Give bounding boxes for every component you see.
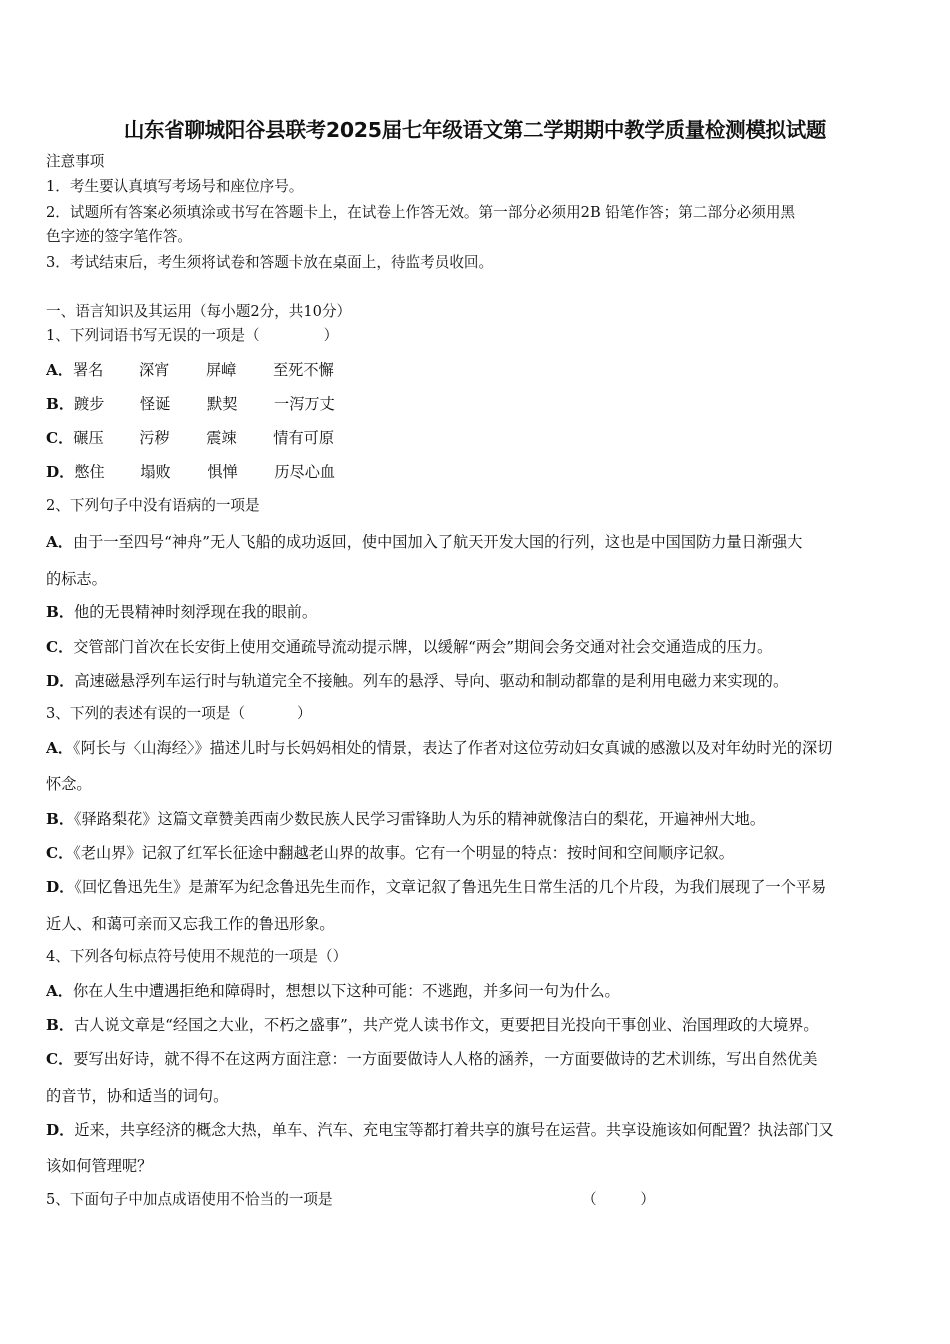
option-word: 碾压 [73, 429, 104, 447]
option-letter: D． [46, 672, 75, 690]
section-heading: 一、语言知识及其运用（每小题2分，共10分） [46, 303, 352, 320]
question-4-option-d [46, 1120, 908, 1140]
option-letter: C． [46, 844, 74, 862]
option-letter: B． [46, 1016, 75, 1034]
question-1-option-a [46, 360, 908, 380]
option-word: 污秽 [139, 429, 170, 447]
question-3-option-a [46, 738, 908, 758]
option-word: 踱步 [74, 395, 105, 413]
question-3-stem [46, 704, 908, 724]
question-5-paren: （ ） [582, 1191, 655, 1208]
option-letter: C． [46, 429, 74, 447]
option-word: 一泻万丈 [274, 395, 335, 413]
question-4-option-b [46, 1015, 908, 1035]
option-text: 《阿长与〈山海经〉》描述儿时与长妈妈相处的情景，表达了作者对这位劳动妇女真诚的感激以及对年幼时光的深切 [72, 739, 833, 757]
option-text: 交管部门首次在长安街上使用交通疏导流动提示牌，以缓解“两会”期间会务交通对社会交通造成的压力。 [73, 638, 773, 656]
option-word: 怪诞 [140, 395, 171, 413]
option-text: 《老山界》记叙了红军长征途中翻越老山界的故事。它有一个明显的特点：按时间和空间顺序记叙。 [73, 844, 734, 862]
question-4-option-c [46, 1049, 908, 1069]
question-2-option-a [46, 532, 908, 552]
question-4-option-d-cont: 该如何管理呢？ [46, 1157, 153, 1175]
option-text: 古人说文章是“经国之大业，不朽之盛事”，共产党人读书作文，更要把目光投向干事创业、治国理政的大境界。 [74, 1016, 819, 1034]
option-word: 惧惮 [207, 463, 238, 481]
question-3-text: 3、下列的表述有误的一项是（ [46, 705, 246, 722]
question-2-option-d [46, 671, 908, 691]
option-word: 震竦 [206, 429, 237, 447]
question-1-option-d [46, 462, 908, 482]
question-1-text: 1、下列词语书写无误的一项是（ [46, 327, 260, 344]
option-text: 近来，共享经济的概念大热，单车、汽车、充电宝等都打着共享的旗号在运营。共享设施该如何配置？执法部门又 [74, 1121, 834, 1139]
page-title: 山东省聊城阳谷县联考2025届七年级语文第二学期期中教学质量检测模拟试题 [123, 118, 827, 142]
question-1-option-b [46, 394, 908, 414]
option-letter: C． [46, 1050, 74, 1068]
question-4-option-c-cont: 的音节，协和适当的词句。 [46, 1087, 229, 1105]
notice-heading: 注意事项 [46, 153, 105, 170]
option-text: 由于一至四号“神舟”无人飞船的成功返回，使中国加入了航天开发大国的行列，这也是中国国防力量日渐强大 [72, 533, 803, 551]
option-letter: B． [46, 603, 75, 621]
option-text: 要写出好诗，就不得不在这两方面注意：一方面要做诗人人格的涵养，一方面要做诗的艺术训练，写出自然优美 [73, 1050, 818, 1068]
option-word: 屏嶂 [205, 361, 237, 379]
question-3-option-c [46, 843, 908, 863]
notice-item-3: 3．考试结束后，考生须将试卷和答题卡放在桌面上，待监考员收回。 [46, 254, 494, 271]
option-text: 《驿路梨花》这篇文章赞美西南少数民族人民学习雷锋助人为乐的精神就像洁白的梨花，开遍神州大地。 [74, 810, 766, 828]
option-word: 默契 [207, 395, 238, 413]
option-word: 情有可原 [273, 429, 335, 447]
option-word: 署名 [72, 361, 104, 379]
notice-item-2: 2．试题所有答案必须填涂或书写在答题卡上，在试卷上作答无效。第一部分必须用2B 铅笔作答；第二部分必须用黑 [46, 204, 796, 221]
option-word: 深宵 [138, 361, 170, 379]
option-word: 至死不懈 [272, 361, 334, 379]
option-letter: D． [46, 878, 75, 896]
question-2-option-b [46, 602, 908, 622]
option-letter: A． [46, 739, 73, 757]
question-5-text: 5、下面句子中加点成语使用 [46, 1191, 231, 1208]
question-5-stem [46, 1190, 908, 1210]
option-text: 他的无畏精神时刻浮现在我的眼前。 [74, 603, 318, 621]
option-word: 塌败 [140, 463, 171, 481]
notice-item-2-cont: 色字迹的签字笔作答。 [46, 228, 192, 245]
question-3-option-d-cont: 近人、和蔼可亲而又忘我工作的鲁迅形象。 [46, 915, 335, 933]
question-2-option-a-cont: 的标志。 [46, 570, 107, 588]
question-1-paren: ） [323, 327, 339, 344]
question-5-emphasis: 不恰当 [230, 1191, 275, 1208]
question-3-paren: ） [297, 705, 312, 722]
option-letter: A． [46, 982, 73, 1000]
question-4-stem: 4、下列各句标点符号使用不规范的一项是（） [46, 948, 348, 965]
question-4-option-a [46, 981, 908, 1001]
option-word: 憋住 [74, 463, 105, 481]
question-3-option-a-cont: 怀念。 [46, 775, 92, 793]
option-letter: A． [46, 361, 73, 379]
option-letter: D． [46, 463, 75, 481]
option-word: 历尽心血 [274, 463, 336, 481]
question-1-option-c [46, 428, 908, 448]
question-5-text-end: 的一项是 [274, 1191, 333, 1208]
option-letter: D． [46, 1121, 75, 1139]
option-text: 你在人生中遭遇拒绝和障碍时，想想以下这种可能：不逃跑，并多问一句为什么。 [72, 982, 620, 1000]
option-letter: B． [46, 395, 75, 413]
notice-item-1: 1．考生要认真填写考场号和座位序号。 [46, 178, 304, 195]
question-3-option-d [46, 877, 908, 897]
option-text: 《回忆鲁迅先生》是萧军为纪念鲁迅先生而作，文章记叙了鲁迅先生日常生活的几个片段，为我们展现了一个平易 [74, 878, 827, 896]
question-2-stem: 2、下列句子中没有语病的一项是 [46, 497, 260, 514]
question-1-stem [46, 326, 908, 346]
question-2-option-c [46, 637, 908, 657]
option-letter: A． [46, 533, 73, 551]
question-3-option-b [46, 809, 908, 829]
option-letter: C． [46, 638, 74, 656]
option-text: 高速磁悬浮列车运行时与轨道完全不接触。列车的悬浮、导向、驱动和制动都靠的是利用电磁力来实现的。 [74, 672, 789, 690]
option-letter: B． [46, 810, 75, 828]
